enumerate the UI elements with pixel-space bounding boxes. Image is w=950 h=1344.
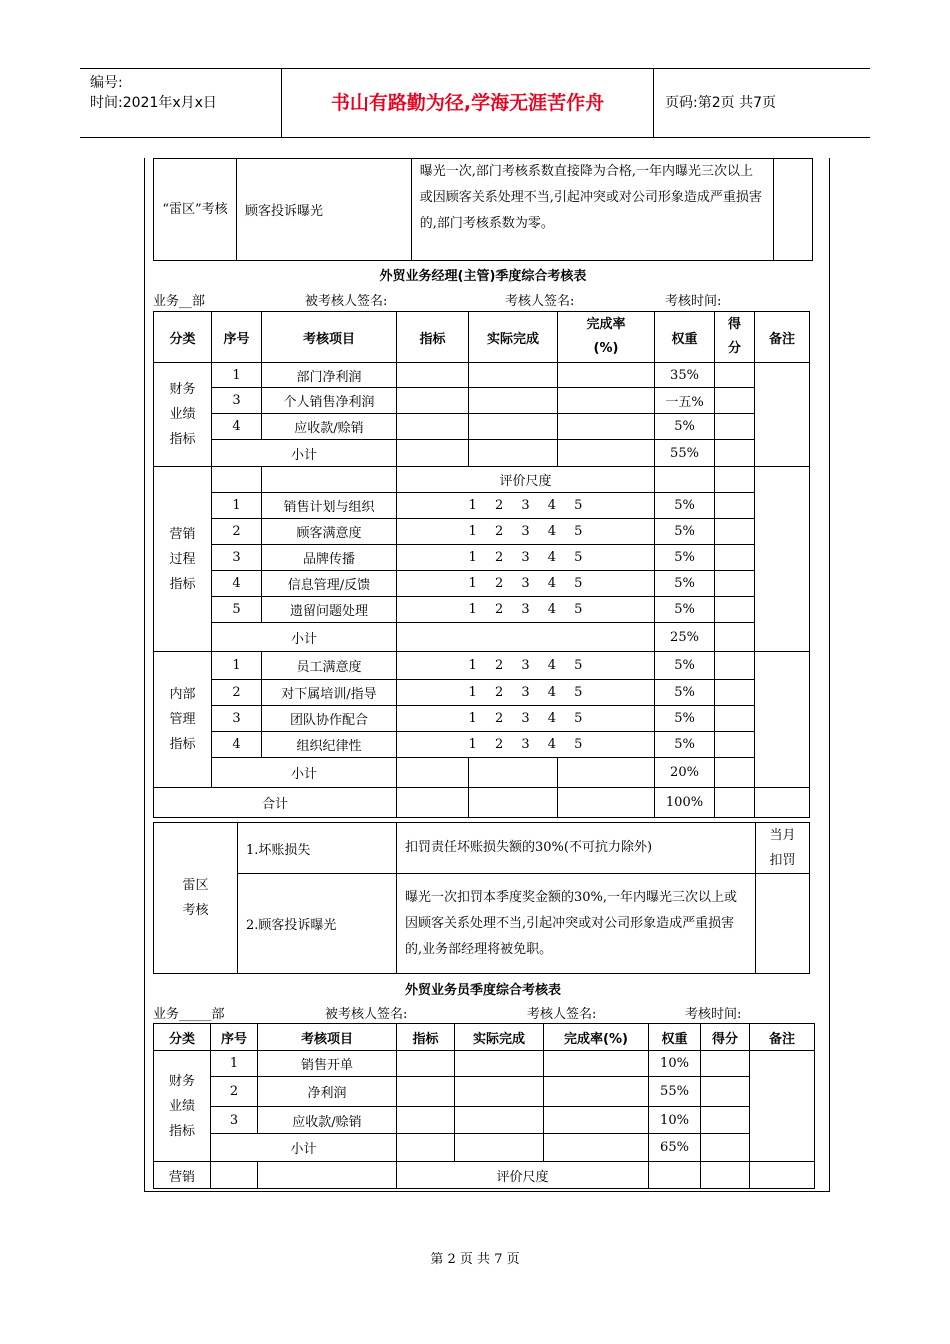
subtotal-label: 小计: [212, 758, 397, 788]
table2-header-row: [154, 1024, 815, 1051]
row-item: 员工满意度: [262, 652, 397, 680]
t2-finance-category: 财务业绩指标: [154, 1051, 211, 1162]
row-seq: 3: [211, 1107, 258, 1134]
table-row: [154, 1077, 815, 1107]
row-item: 销售计划与组织: [262, 493, 397, 519]
table-row: [154, 680, 810, 706]
th-remark: 备注: [750, 1024, 815, 1051]
row-weight: 35%: [655, 363, 715, 388]
table-row: [154, 758, 810, 788]
internal-category: 内部管理指标: [154, 652, 212, 788]
row-weight: 55%: [649, 1077, 701, 1107]
th-weight: 权重: [655, 312, 715, 363]
th-item: 考核项目: [258, 1024, 397, 1051]
row-seq: 3: [212, 706, 262, 732]
row-weight: 5%: [655, 519, 715, 545]
row-item: 信息管理/反馈: [262, 571, 397, 597]
table-row: [154, 467, 810, 493]
row-item: 顾客满意度: [262, 519, 397, 545]
table-row: [154, 493, 810, 519]
minefield-category: 雷区考核: [154, 823, 238, 974]
subtotal-weight: 25%: [655, 623, 715, 652]
table1-time: 考核时间:: [665, 294, 722, 309]
row-weight: 5%: [655, 680, 715, 706]
table-row: [154, 623, 810, 652]
row-seq: 1: [211, 1051, 258, 1077]
th-rate: 完成率(%): [558, 312, 655, 363]
row-seq: 3: [212, 388, 262, 414]
table2-title: 外贸业务员季度综合考核表: [404, 983, 561, 998]
th-score: 得分: [701, 1024, 750, 1051]
th-rate: 完成率(%): [544, 1024, 649, 1051]
number-label: 编号:: [90, 75, 123, 91]
row-weight: 5%: [655, 493, 715, 519]
table-row: [154, 440, 810, 467]
row-seq: 4: [212, 732, 262, 758]
row-item: 组织纪律性: [262, 732, 397, 758]
scale-values: 1 2 3 4 5: [397, 732, 655, 758]
row-item: 应收款/赊销: [258, 1107, 397, 1134]
scale-values: 1 2 3 4 5: [397, 652, 655, 680]
table2-dept: 业务_____部: [153, 1007, 225, 1022]
header-motto: 书山有路勤为径,学海无涯苦作舟: [282, 69, 654, 137]
table2-meta: [153, 1003, 813, 1021]
th-seq: 序号: [212, 312, 262, 363]
minefield-item2: 2.顾客投诉曝光: [238, 874, 397, 974]
fragment-item: 顾客投诉曝光: [236, 159, 411, 261]
time-label: 时间:2021年x月x日: [90, 95, 217, 111]
table-row: [154, 823, 810, 874]
row-weight: 5%: [655, 545, 715, 571]
th-category: 分类: [154, 312, 212, 363]
row-seq: 1: [212, 493, 262, 519]
row-seq: 4: [212, 414, 262, 440]
header-info: [80, 69, 282, 137]
table-row: [154, 519, 810, 545]
table-row: [154, 388, 810, 414]
row-seq: 1: [212, 363, 262, 388]
page-header: [80, 68, 870, 138]
subtotal-label: 小计: [212, 623, 397, 652]
scale-values: 1 2 3 4 5: [397, 519, 655, 545]
table-row: [154, 363, 810, 388]
row-item: 净利润: [258, 1077, 397, 1107]
finance-remark: [755, 363, 810, 467]
row-seq: 2: [211, 1077, 258, 1107]
scale-values: 1 2 3 4 5: [397, 597, 655, 623]
table-row: [154, 414, 810, 440]
row-weight: 5%: [655, 597, 715, 623]
th-indicator: 指标: [397, 1024, 455, 1051]
row-weight: 5%: [655, 652, 715, 680]
minefield-text1: 扣罚责任坏账损失额的30%(不可抗力除外): [397, 823, 756, 874]
top-fragment-table: [153, 158, 813, 261]
row-seq: 4: [212, 571, 262, 597]
table1-examiner: 考核人签名:: [505, 294, 575, 309]
th-weight: 权重: [649, 1024, 701, 1051]
th-actual: 实际完成: [455, 1024, 544, 1051]
row-item: 品牌传播: [262, 545, 397, 571]
subtotal-label: 小计: [211, 1134, 397, 1162]
subtotal-label: 小计: [212, 440, 397, 467]
table-row: [154, 571, 810, 597]
th-score: 得分: [715, 312, 755, 363]
row-seq: 2: [212, 680, 262, 706]
minefield-text2: 曝光一次扣罚本季度奖金额的30%,一年内曝光三次以上或因顾客关系处理不当,引起冲突或对公司形象造成严重损害的,业务部经理将被免职。: [397, 874, 756, 974]
scale-values: 1 2 3 4 5: [397, 706, 655, 732]
table1-header-row: [154, 312, 810, 363]
table-row: [154, 545, 810, 571]
row-weight: 5%: [655, 732, 715, 758]
t2-process-category: 营销: [154, 1162, 211, 1189]
table-row: [154, 1134, 815, 1162]
th-item: 考核项目: [262, 312, 397, 363]
table-row: [154, 652, 810, 680]
total-label: 合计: [154, 788, 397, 818]
th-actual: 实际完成: [469, 312, 558, 363]
subtotal-weight: 65%: [649, 1134, 701, 1162]
row-weight: 5%: [655, 706, 715, 732]
finance-category: 财务业绩指标: [154, 363, 212, 467]
row-seq: 2: [212, 519, 262, 545]
header-page: 页码:第2页 共7页: [665, 95, 776, 111]
subtotal-weight: 20%: [655, 758, 715, 788]
scale-values: 1 2 3 4 5: [397, 680, 655, 706]
minefield-item1: 1.坏账损失: [238, 823, 397, 874]
t2-finance-remark: [750, 1051, 815, 1162]
row-item: 遗留问题处理: [262, 597, 397, 623]
scale-values: 1 2 3 4 5: [397, 493, 655, 519]
table1-dept: 业务__部: [153, 294, 206, 309]
minefield-table: [153, 822, 810, 974]
table-row: [154, 1107, 815, 1134]
row-item: 对下属培训/指导: [262, 680, 397, 706]
table-row: [154, 1051, 815, 1077]
row-seq: 3: [212, 545, 262, 571]
minefield-remark1: 当月扣罚: [756, 823, 810, 874]
table-row: [154, 1162, 815, 1189]
fragment-text: 曝光一次,部门考核系数直接降为合格,一年内曝光三次以上或因顾客关系处理不当,引起冲突或对公司形象造成严重损害的,部门考核系数为零。: [411, 159, 773, 261]
row-weight: 5%: [655, 571, 715, 597]
table1-title: 外贸业务经理(主管)季度综合考核表: [379, 269, 587, 284]
fragment-category: “雷区”考核: [154, 159, 237, 261]
total-weight: 100%: [655, 788, 715, 818]
row-weight: 10%: [649, 1051, 701, 1077]
process-remark: [755, 467, 810, 652]
table-row: [154, 597, 810, 623]
table1-meta: [153, 290, 813, 308]
scale-header: 评价尺度: [397, 1162, 649, 1189]
th-remark: 备注: [755, 312, 810, 363]
row-weight: 一五%: [655, 388, 715, 414]
th-indicator: 指标: [397, 312, 469, 363]
table2-examiner: 考核人签名:: [527, 1007, 597, 1022]
row-item: 部门净利润: [262, 363, 397, 388]
row-item: 销售开单: [258, 1051, 397, 1077]
row-seq: 1: [212, 652, 262, 680]
row-item: 团队协作配合: [262, 706, 397, 732]
internal-remark: [755, 652, 810, 788]
minefield-remark2: [756, 874, 810, 974]
table1-examinee: 被考核人签名:: [305, 294, 388, 309]
th-seq: 序号: [211, 1024, 258, 1051]
scale-values: 1 2 3 4 5: [397, 571, 655, 597]
row-seq: 5: [212, 597, 262, 623]
row-item: 应收款/赊销: [262, 414, 397, 440]
scale-header: 评价尺度: [397, 467, 655, 493]
table-row: [154, 706, 810, 732]
fragment-remark: [773, 159, 812, 261]
th-category: 分类: [154, 1024, 211, 1051]
total-row: [154, 788, 810, 818]
subtotal-weight: 55%: [655, 440, 715, 467]
table2-time: 考核时间:: [685, 1007, 742, 1022]
row-item: 个人销售净利润: [262, 388, 397, 414]
page-footer: 第 2 页 共 7 页: [430, 1252, 520, 1267]
table-row: [154, 874, 810, 974]
table-row: [154, 732, 810, 758]
table2-examinee: 被考核人签名:: [325, 1007, 408, 1022]
scale-values: 1 2 3 4 5: [397, 545, 655, 571]
row-weight: 5%: [655, 414, 715, 440]
process-category: 营销过程指标: [154, 467, 212, 652]
table1: [153, 311, 810, 818]
table2: [153, 1023, 815, 1189]
row-weight: 10%: [649, 1107, 701, 1134]
